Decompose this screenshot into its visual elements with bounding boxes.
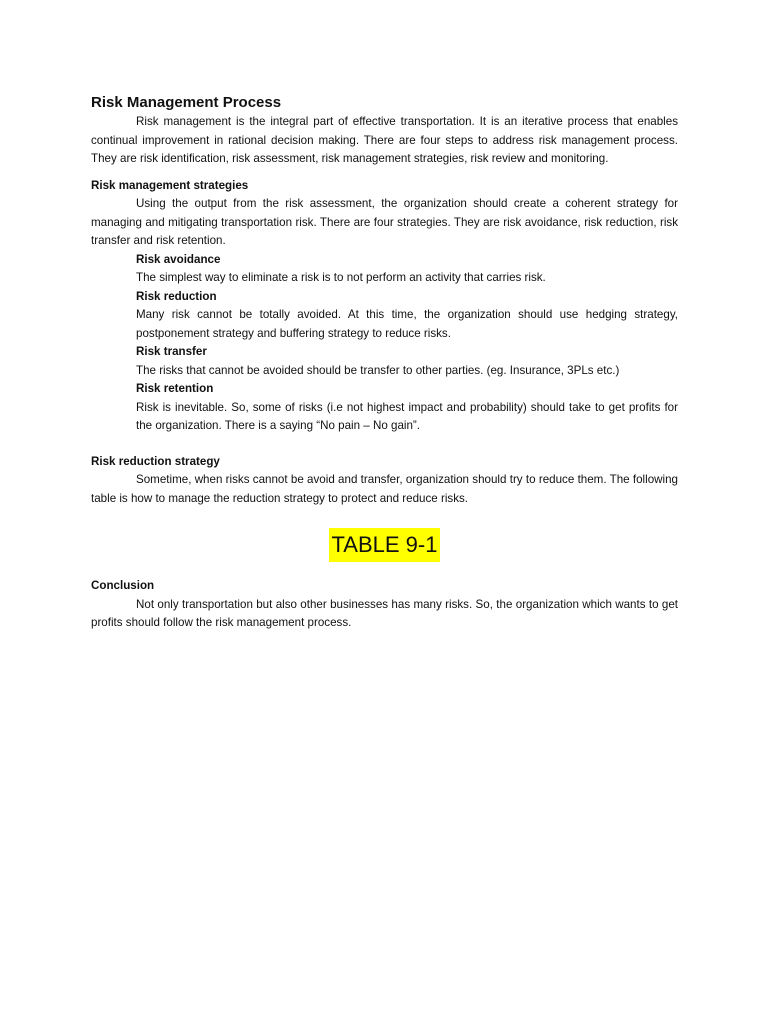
strategy-text: Risk is inevitable. So, some of risks (i.e not highest impact and probability) should take to get profits for the organization. There is a saying “No pain – No gain”. <box>136 400 678 432</box>
document-title: Risk Management Process <box>91 94 282 111</box>
conclusion-paragraph: Not only transportation but also other businesses has many risks. So, the organization which wants to get profits should follow the risk management process. <box>91 597 678 629</box>
intro-paragraph: Risk management is the integral part of effective transportation. It is an iterative process that enables continual improvement in rational decision making. There are four steps to address risk management process. They are risk identification, risk assessment, risk management strategies, risk review and monitoring. <box>91 115 678 165</box>
table-label: TABLE 9-1 <box>329 528 441 562</box>
strategy-item-avoidance <box>136 251 678 288</box>
reduction-paragraph: Sometime, when risks cannot be avoid and transfer, organization should try to reduce them. The following table is how to manage the reduction strategy to protect and reduce risks. <box>91 473 678 505</box>
strategy-text: Many risk cannot be totally avoided. At this time, the organization should use hedging strategy, postponement strategy and buffering strategy to reduce risks. <box>136 308 678 340</box>
strategies-intro-paragraph: Using the output from the risk assessment, the organization should create a coherent strategy for managing and mitigating transportation risk. There are four strategies. They are risk avoidance, risk reduction, risk transfer and risk retention. <box>91 197 678 247</box>
reduction-heading: Risk reduction strategy <box>91 454 220 468</box>
conclusion-heading: Conclusion <box>91 579 155 592</box>
strategy-item-retention <box>136 380 678 436</box>
strategy-text: The risks that cannot be avoided should be transfer to other parties. (eg. Insurance, 3PLs etc.) <box>136 363 620 377</box>
strategy-heading: Risk reduction <box>136 289 217 303</box>
strategy-heading: Risk transfer <box>136 345 207 358</box>
strategy-list <box>136 251 678 436</box>
strategy-heading: Risk retention <box>136 382 214 395</box>
strategies-heading: Risk management strategies <box>91 178 249 192</box>
strategy-heading: Risk avoidance <box>136 252 221 266</box>
strategy-item-reduction <box>136 288 678 344</box>
strategy-item-transfer <box>136 343 678 380</box>
strategy-text: The simplest way to eliminate a risk is to not perform an activity that carries risk. <box>136 271 546 284</box>
table-label-container <box>91 528 678 562</box>
